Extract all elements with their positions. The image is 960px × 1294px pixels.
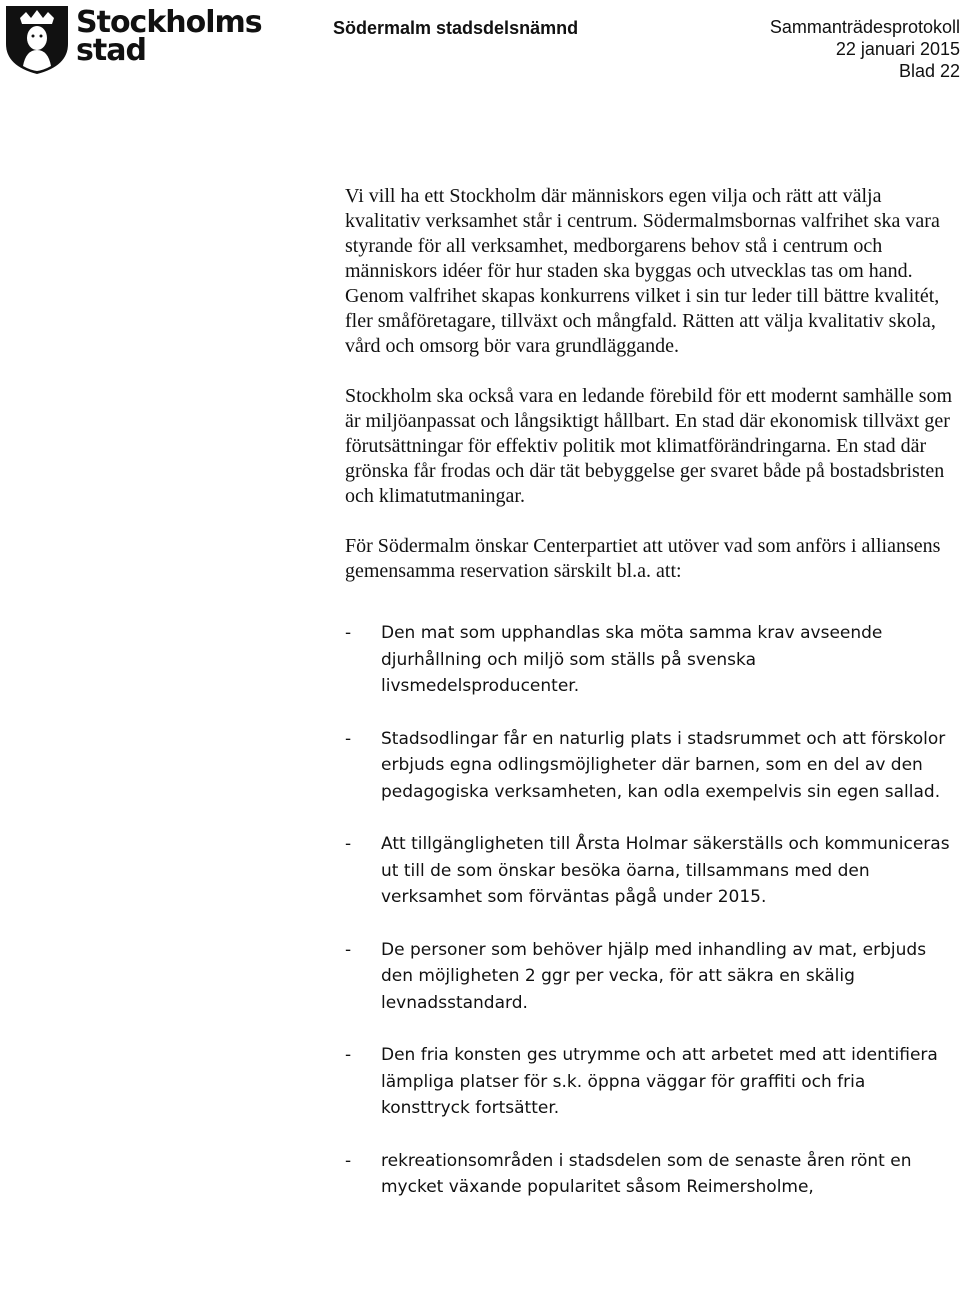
list-item-text: rekreationsområden i stadsdelen som de senaste åren rönt en mycket växande popularitet såsom Reimersholme, xyxy=(381,1150,912,1197)
list-item xyxy=(345,1148,957,1201)
organization-name: Södermalm stadsdelsnämnd xyxy=(333,18,579,38)
logo-text-stockholms: Stockholms xyxy=(76,5,262,40)
city-crest-icon xyxy=(4,4,70,76)
list-item-text: Stadsodlingar får en naturlig plats i stadsrummet och att förskolor erbjuds egna odlingsmöjligheter där barnen, som en del av den pedagogiska verksamheten, kan odla exempelvis sin egen sallad. xyxy=(381,728,946,802)
bullet-dash: - xyxy=(345,623,352,643)
page-number: Blad 22 xyxy=(898,61,960,81)
bullet-dash: - xyxy=(345,728,352,749)
bullet-list xyxy=(345,620,957,1201)
stockholms-stad-logo xyxy=(4,4,262,78)
bullet-dash: - xyxy=(345,834,352,854)
bullet-dash: - xyxy=(345,939,352,960)
list-item xyxy=(345,937,957,1017)
list-item-text: Att tillgängligheten till Årsta Holmar säkerställs och kommuniceras ut till de som önskar besöka öarna, tillsammans med den verksamhet som förväntas pågå under 2015. xyxy=(381,834,950,907)
document-date: 22 januari 2015 xyxy=(835,39,960,59)
bullet-dash: - xyxy=(345,1150,352,1171)
paragraph: För Södermalm önskar Centerpartiet att utöver vad som anförs i alliansens gemensamma reservation särskilt bl.a. att: xyxy=(345,535,941,582)
list-item-text: De personer som behöver hjälp med inhandling av mat, erbjuds den möjligheten 2 ggr per vecka, för att säkra en skälig levnadsstandard. xyxy=(381,939,927,1013)
list-item xyxy=(345,831,957,911)
list-item xyxy=(345,726,957,806)
document-meta xyxy=(700,16,960,82)
bullet-dash: - xyxy=(345,1045,352,1065)
list-item-text: Den fria konsten ges utrymme och att arbetet med att identifiera lämpliga platser för s.k. öppna väggar för graffiti och fria konsttryck fortsätter. xyxy=(381,1045,938,1118)
page-header xyxy=(0,0,960,90)
list-item xyxy=(345,1042,957,1122)
document-body xyxy=(345,184,957,1227)
list-item xyxy=(345,620,957,700)
list-item-text: Den mat som upphandlas ska möta samma krav avseende djurhållning och miljö som ställs på svenska livsmedelsproducenter. xyxy=(381,623,883,696)
paragraph: Stockholm ska också vara en ledande förebild för ett modernt samhälle som är miljöanpassat och långsiktigt hållbart. En stad där ekonomisk tillväxt ger förutsättningar för effektiv politik mot klimatförändringarna. En stad där grönska får frodas och där tät bebyggelse ger svaret både på bostadsbristen och klimatutmaningar. xyxy=(345,385,953,507)
logo-text-stad: stad xyxy=(76,33,146,68)
document-type: Sammanträdesprotokoll xyxy=(769,17,960,37)
paragraph: Vi vill ha ett Stockholm där människors egen vilja och rätt att välja kvalitativ verksamhet står i centrum. Södermalmsbornas valfrihet ska vara styrande för all verksamhet, medborgarens behov stå i centrum och människors idéer för hur staden ska byggas och utvecklas tas om hand. Genom valfrihet skapas konkurrens vilket i sin tur leder till bättre kvalitét, fler småföretagare, tillväxt och mångfald. Rätten att välja kvalitativ skola, vård och omsorg bör vara grundläggande. xyxy=(345,185,940,357)
